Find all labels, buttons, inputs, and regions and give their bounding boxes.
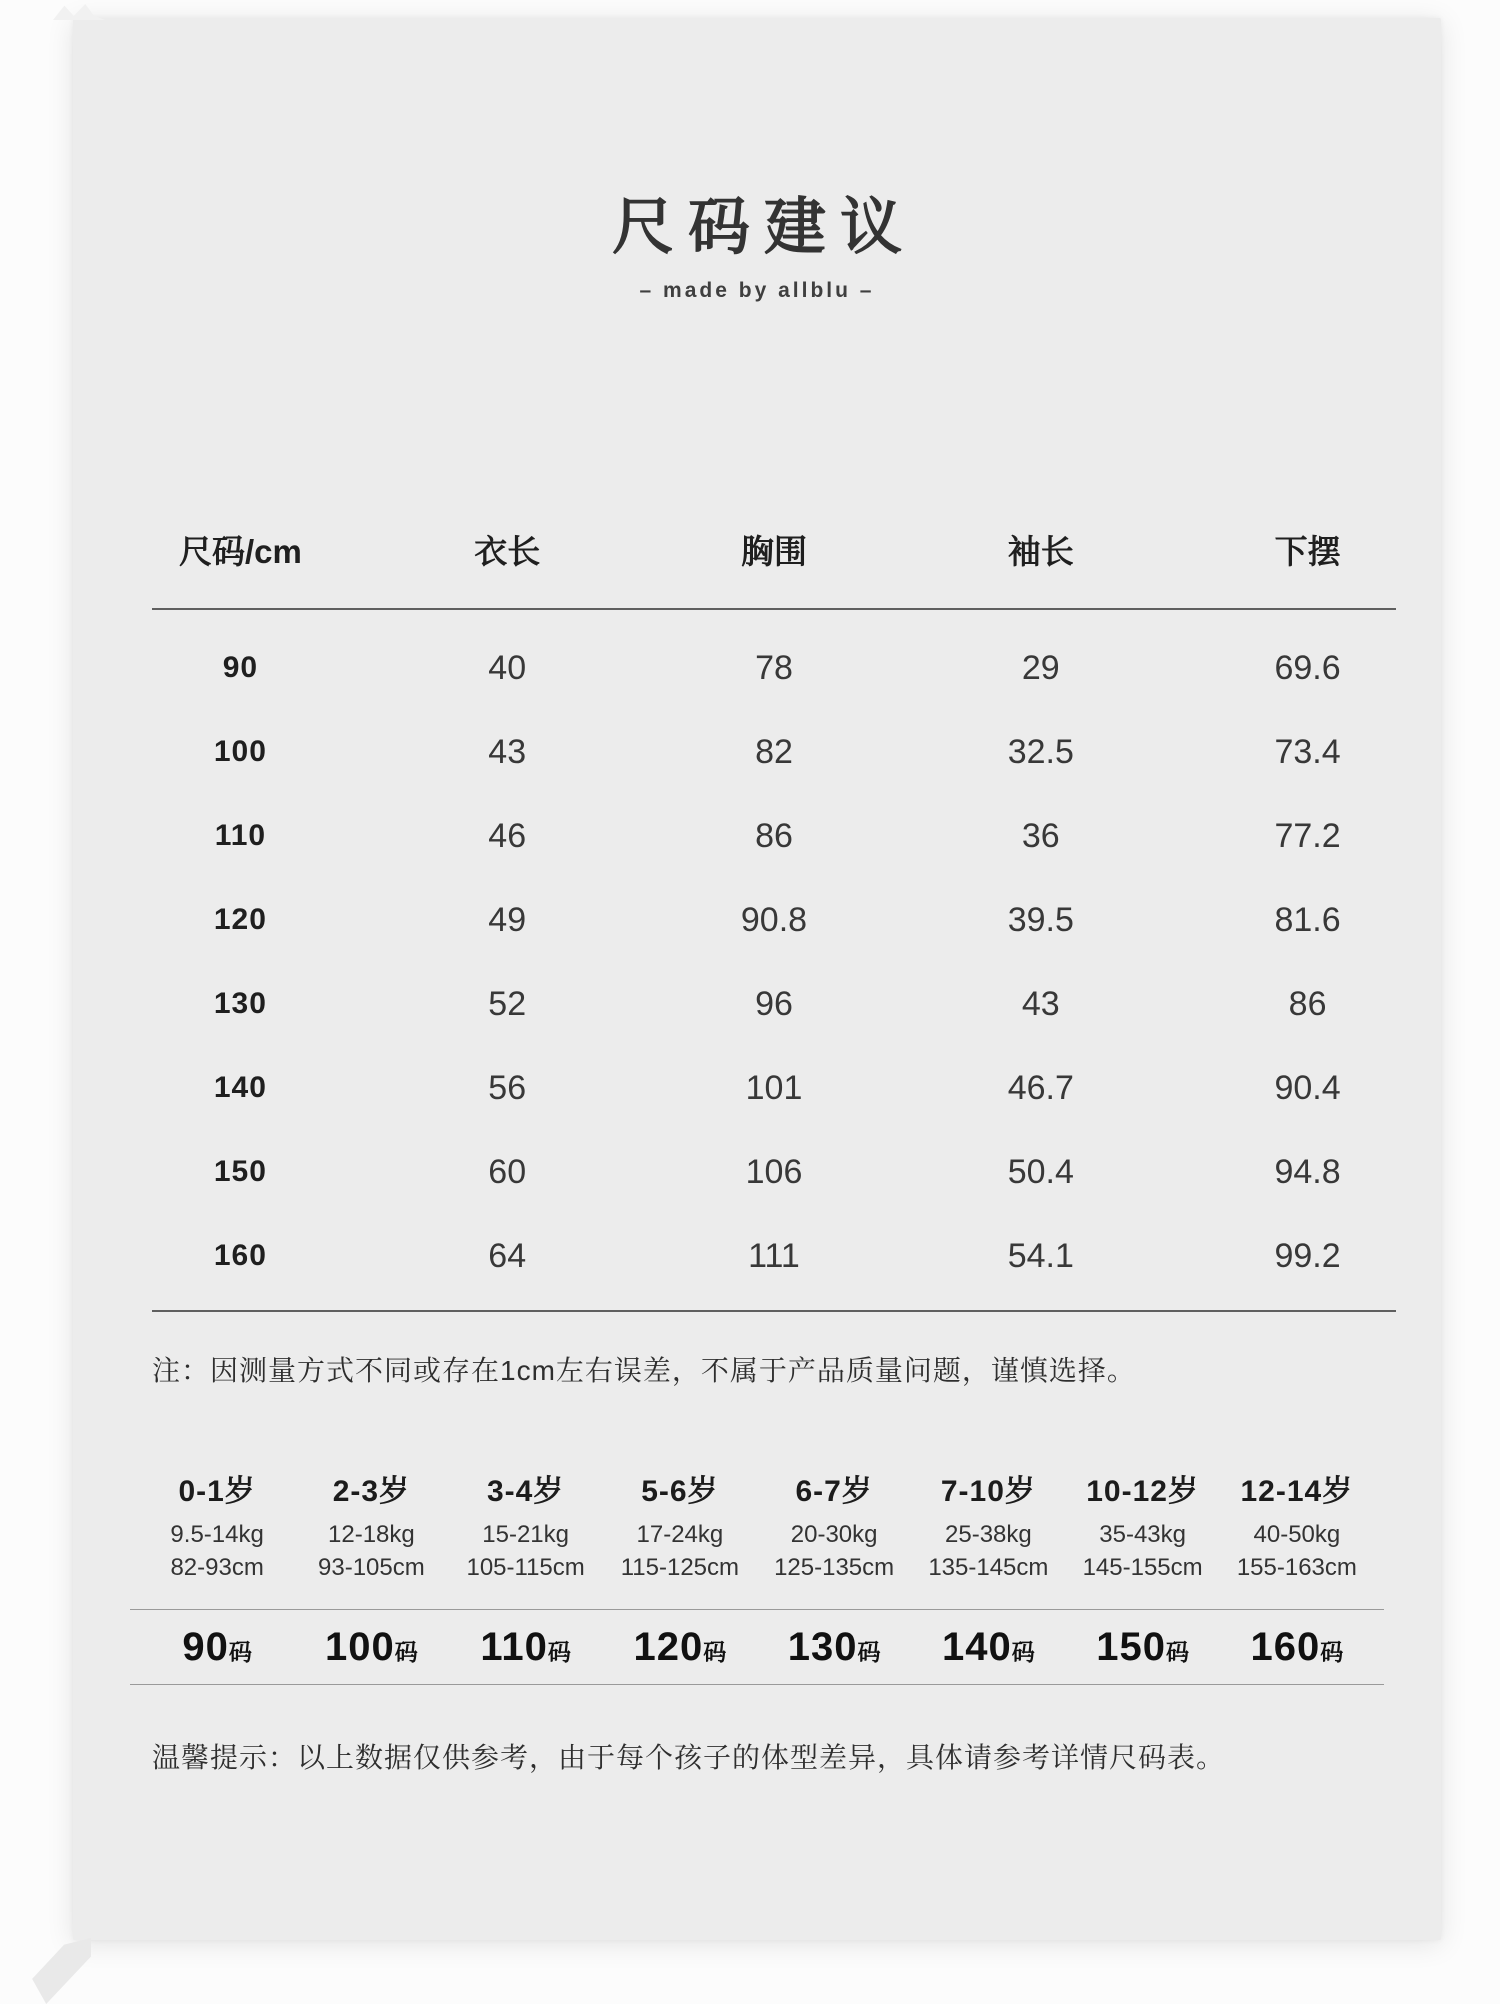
measurement-cell: 101 xyxy=(745,1068,803,1107)
table-row xyxy=(107,1046,1441,1130)
age-column xyxy=(140,1472,294,1584)
table-row xyxy=(107,1130,1441,1214)
height-range: 125-135cm xyxy=(774,1554,895,1581)
measurement-cell: 43 xyxy=(488,732,527,771)
size-table-body xyxy=(107,610,1441,1298)
measurement-cell: 111 xyxy=(748,1236,800,1275)
table-row xyxy=(107,794,1441,878)
table-row xyxy=(107,710,1441,794)
friendly-tip: 温馨提示：以上数据仅供参考，由于每个孩子的体型差异，具体请参考详情尺码表。 xyxy=(152,1742,1226,1773)
table-bottom-divider xyxy=(152,1310,1396,1312)
size-code-number: 120 xyxy=(633,1624,704,1669)
measurement-cell: 86 xyxy=(755,816,793,855)
height-range: 105-115cm xyxy=(466,1554,585,1581)
age-column xyxy=(911,1472,1065,1584)
size-row-label: 130 xyxy=(213,987,267,1020)
weight-range: 17-24kg xyxy=(636,1521,724,1548)
size-table-header-cell: 衣长 xyxy=(474,533,541,570)
measurement-cell: 90.8 xyxy=(740,900,808,939)
height-range: 155-163cm xyxy=(1236,1554,1357,1581)
size-table-header-row xyxy=(107,532,1441,572)
measurement-cell: 46 xyxy=(488,816,527,855)
size-code-bottom-divider xyxy=(130,1684,1384,1685)
size-code-number: 90 xyxy=(182,1624,229,1669)
height-range: 145-155cm xyxy=(1082,1554,1203,1581)
size-row-label: 100 xyxy=(213,735,267,768)
size-code-unit: 码 xyxy=(1166,1638,1189,1665)
size-code-unit: 码 xyxy=(228,1638,252,1665)
age-range-label: 2-3岁 xyxy=(332,1475,411,1508)
size-row-label: 90 xyxy=(222,651,259,684)
measurement-cell: 86 xyxy=(1288,984,1327,1023)
size-table-header-cell: 尺码/cm xyxy=(178,533,302,570)
size-code-unit: 码 xyxy=(1011,1638,1035,1665)
size-table-header-cell: 下摆 xyxy=(1274,533,1341,570)
measurement-cell: 60 xyxy=(488,1152,527,1191)
age-column xyxy=(1220,1472,1374,1584)
weight-range: 12-18kg xyxy=(328,1521,415,1548)
measurement-cell: 43 xyxy=(1021,984,1060,1023)
weight-range: 9.5-14kg xyxy=(170,1521,264,1548)
size-code-number: 140 xyxy=(942,1624,1012,1669)
measurement-cell: 77.2 xyxy=(1274,816,1341,855)
measurement-cell: 49 xyxy=(488,900,527,939)
size-table-header-cell: 胸围 xyxy=(740,533,807,570)
size-row-label: 150 xyxy=(213,1155,267,1188)
size-code-unit: 码 xyxy=(857,1638,881,1665)
height-range: 135-145cm xyxy=(928,1554,1049,1581)
paper-tear-top xyxy=(53,4,105,20)
brand-subtitle: – made by allblu – xyxy=(639,279,875,302)
measurement-cell: 39.5 xyxy=(1007,900,1074,939)
size-code-row xyxy=(140,1610,1374,1684)
size-code-unit: 码 xyxy=(1320,1638,1344,1665)
measurement-cell: 90.4 xyxy=(1274,1068,1341,1107)
size-code-unit: 码 xyxy=(547,1638,571,1665)
age-range-label: 5-6岁 xyxy=(641,1475,719,1508)
weight-range: 25-38kg xyxy=(945,1521,1032,1548)
measurement-cell: 82 xyxy=(755,732,793,771)
paper-tear-bottom xyxy=(27,1938,91,2004)
size-code-number: 130 xyxy=(787,1624,858,1669)
age-column xyxy=(603,1472,757,1584)
measurement-cell: 73.4 xyxy=(1274,732,1341,771)
weight-range: 40-50kg xyxy=(1253,1521,1341,1548)
age-column xyxy=(449,1472,603,1584)
age-range-label: 0-1岁 xyxy=(178,1475,256,1508)
measurement-cell: 69.6 xyxy=(1274,648,1341,687)
age-range-label: 10-12岁 xyxy=(1086,1475,1199,1508)
measurement-cell: 64 xyxy=(488,1236,527,1275)
weight-range: 15-21kg xyxy=(482,1521,569,1548)
measurement-cell: 36 xyxy=(1021,816,1060,855)
size-chart-card xyxy=(73,18,1441,1940)
size-row-label: 140 xyxy=(213,1071,267,1104)
measurement-cell: 99.2 xyxy=(1274,1236,1341,1275)
height-range: 115-125cm xyxy=(620,1554,740,1581)
height-range: 82-93cm xyxy=(170,1554,264,1581)
size-code xyxy=(449,1625,603,1670)
measurement-cell: 50.4 xyxy=(1007,1152,1074,1191)
measurement-cell: 54.1 xyxy=(1007,1236,1074,1275)
measurement-cell: 56 xyxy=(488,1068,527,1107)
table-row xyxy=(107,626,1441,710)
measurement-cell: 46.7 xyxy=(1007,1068,1074,1107)
age-range-label: 7-10岁 xyxy=(940,1475,1036,1508)
size-code xyxy=(140,1625,294,1670)
table-row xyxy=(107,962,1441,1046)
age-column xyxy=(757,1472,911,1584)
measurement-cell: 52 xyxy=(488,984,527,1023)
size-code-number: 160 xyxy=(1250,1624,1321,1669)
size-code-unit: 码 xyxy=(394,1638,418,1665)
size-measurement-table xyxy=(107,532,1441,1312)
measurement-cell: 78 xyxy=(755,648,793,687)
age-range-label: 6-7岁 xyxy=(795,1475,873,1508)
size-code xyxy=(911,1625,1065,1670)
size-code-number: 110 xyxy=(480,1624,548,1669)
weight-range: 20-30kg xyxy=(790,1521,878,1548)
size-row-label: 120 xyxy=(213,903,267,936)
measurement-note: 注：因测量方式不同或存在1cm左右误差，不属于产品质量问题，谨慎选择。 xyxy=(152,1355,1136,1386)
measurement-cell: 40 xyxy=(488,648,527,687)
measurement-cell: 106 xyxy=(745,1152,803,1191)
table-row xyxy=(107,1214,1441,1298)
weight-range: 35-43kg xyxy=(1099,1521,1186,1548)
age-size-table xyxy=(140,1472,1374,1584)
measurement-cell: 94.8 xyxy=(1274,1152,1341,1191)
size-code-number: 150 xyxy=(1096,1624,1166,1669)
size-code xyxy=(757,1625,911,1670)
age-column xyxy=(1066,1472,1220,1584)
size-code-number: 100 xyxy=(325,1624,395,1669)
size-code xyxy=(294,1625,448,1670)
page-title: 尺码建议 xyxy=(611,193,916,262)
measurement-cell: 96 xyxy=(755,984,793,1023)
size-code xyxy=(1066,1625,1220,1670)
size-code xyxy=(603,1625,757,1670)
measurement-cell: 81.6 xyxy=(1274,900,1341,939)
age-range-label: 12-14岁 xyxy=(1240,1475,1354,1508)
age-column xyxy=(294,1472,448,1584)
measurement-cell: 29 xyxy=(1021,648,1060,687)
measurement-cell: 32.5 xyxy=(1007,732,1074,771)
size-table-header-cell: 袖长 xyxy=(1007,533,1074,570)
height-range: 93-105cm xyxy=(318,1554,425,1581)
size-row-label: 160 xyxy=(213,1239,267,1272)
size-code xyxy=(1220,1625,1374,1670)
table-row xyxy=(107,878,1441,962)
size-code-unit: 码 xyxy=(703,1638,727,1665)
age-range-label: 3-4岁 xyxy=(486,1475,565,1508)
size-row-label: 110 xyxy=(214,819,267,852)
